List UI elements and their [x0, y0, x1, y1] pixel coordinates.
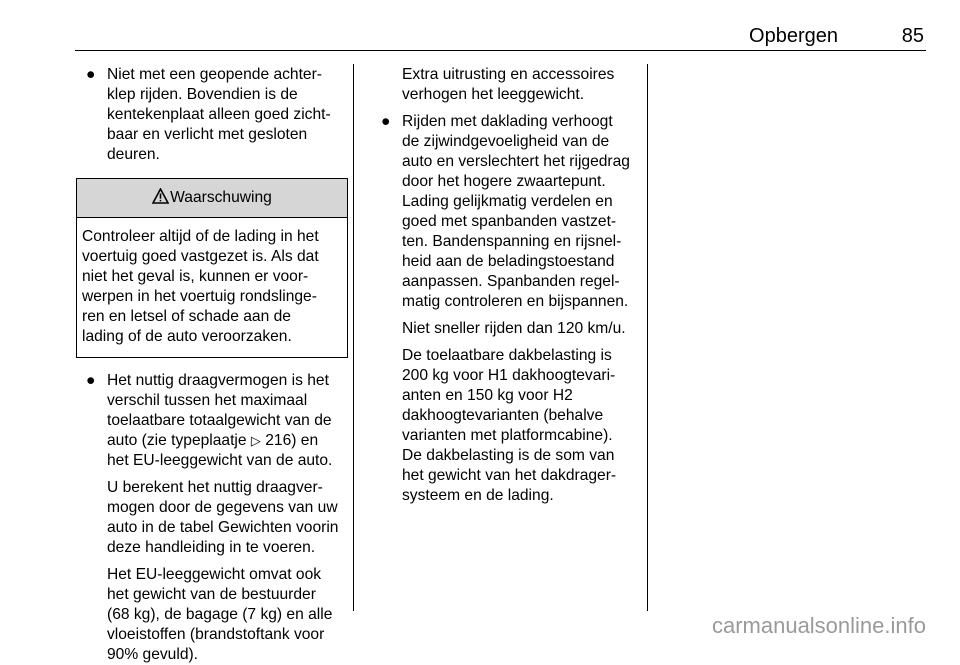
page-header: [75, 24, 926, 51]
text-line: ten. Bandenspanning en rijsnel-: [402, 233, 622, 250]
text-line: U berekent het nuttig draagver-: [107, 479, 323, 496]
paragraph: [377, 346, 639, 506]
column-divider-left: [353, 64, 354, 611]
bullet-dot-icon: ●: [381, 113, 391, 130]
text-line: 200 kg voor H1 dakhoogtevari-: [402, 367, 616, 384]
text-line: matig controleren en bijspannen.: [402, 293, 629, 310]
text-line: auto in de tabel Gewichten voorin: [107, 519, 339, 536]
page-reference-line: auto (zie typeplaatje ▷ 216) en: [107, 432, 319, 449]
text-line: De dakbelasting is de som van: [402, 447, 615, 464]
text-line: Lading gelijkmatig verdelen en: [402, 193, 613, 210]
text-line: De toelaatbare dakbelasting is: [402, 347, 612, 364]
bullet-text: [107, 371, 350, 471]
text-line: kentekenplaat alleen goed zicht-: [107, 106, 331, 123]
text-line: baar en verlicht met gesloten: [107, 126, 308, 143]
bullet-text: [402, 112, 639, 312]
text-line: goed met spanbanden vastzet-: [402, 213, 617, 230]
text-line: Niet met een geopende achter-: [107, 66, 322, 83]
warning-body: [77, 218, 347, 357]
text-line: Het EU-leeggewicht omvat ook: [107, 566, 322, 583]
text-line: niet het geval is, kunnen er voor-: [82, 268, 309, 285]
bullet-dot-icon: ●: [86, 66, 96, 83]
paragraph: [82, 478, 350, 558]
text-line: varianten met platformcabine).: [402, 427, 613, 444]
text-line: het gewicht van het dakdrager-: [402, 467, 617, 484]
text-line: Extra uitrusting en accessoires: [402, 66, 615, 83]
text-line: (68 kg), de bagage (7 kg) en alle: [107, 606, 333, 623]
text-line: het EU-leeggewicht van de auto.: [107, 452, 333, 469]
text-line: mogen door de gegevens van uw: [107, 499, 338, 516]
text-line: auto en verslechtert het rijgedrag: [402, 153, 630, 170]
paragraph: [377, 319, 639, 339]
text-line: verhogen het leeggewicht.: [402, 86, 585, 103]
bullet-item: [377, 112, 639, 312]
text-line: 90% gevuld).: [107, 646, 199, 663]
text-line: systeem en de lading.: [402, 487, 554, 504]
text-line: ren en letsel of schade aan de: [82, 308, 291, 325]
text-line: Controleer altijd of de lading in het: [82, 228, 319, 245]
text-line: aanpassen. Spanbanden regel-: [402, 273, 620, 290]
warning-box: [76, 178, 348, 358]
text-line: de zijwindgevoeligheid van de: [402, 133, 610, 150]
page-reference-arrow-icon: ▷: [250, 433, 261, 448]
right-column: [377, 65, 639, 506]
text-line: Rijden met daklading verhoogt: [402, 113, 613, 130]
text-line: door het hogere zwaartepunt.: [402, 173, 606, 190]
text-line: Het nuttig draagvermogen is het: [107, 372, 329, 389]
text-line: deuren.: [107, 146, 160, 163]
paragraph: [82, 565, 350, 665]
text-line: toelaatbare totaalgewicht van de: [107, 412, 332, 429]
bullet-item: [82, 371, 350, 471]
paragraph: [377, 65, 639, 105]
warning-header: [77, 179, 347, 218]
section-title: Opbergen: [749, 25, 838, 47]
text-line: heid aan de beladingstoestand: [402, 253, 615, 270]
text-line: dakhoogtevarianten (behalve: [402, 407, 604, 424]
bullet-text: [107, 65, 350, 165]
bullet-dot-icon: ●: [86, 372, 96, 389]
bullet-item: [82, 65, 350, 165]
text-line: lading of de auto veroorzaken.: [82, 328, 292, 345]
text-line: anten en 150 kg voor H2: [402, 387, 573, 404]
text-line: voertuig goed vastgezet is. Als dat: [82, 248, 319, 265]
left-column: [82, 65, 350, 665]
watermark: carmanualsonline.info: [711, 613, 926, 638]
warning-title: Waarschuwing: [170, 189, 272, 206]
text-line: deze handleiding in te voeren.: [107, 539, 316, 556]
column-divider-right: [647, 64, 648, 611]
text-line: werpen in het voertuig rondslinge-: [82, 288, 317, 305]
text-line: het gewicht van de bestuurder: [107, 586, 316, 603]
page-number: 85: [901, 25, 924, 47]
warning-triangle-icon: [152, 188, 169, 204]
text-line: verschil tussen het maximaal: [107, 392, 308, 409]
text-line: vloeistoffen (brandstoftank voor: [107, 626, 325, 643]
text-line: Niet sneller rijden dan 120 km/u.: [402, 320, 626, 337]
text-line: klep rijden. Bovendien is de: [107, 86, 298, 103]
